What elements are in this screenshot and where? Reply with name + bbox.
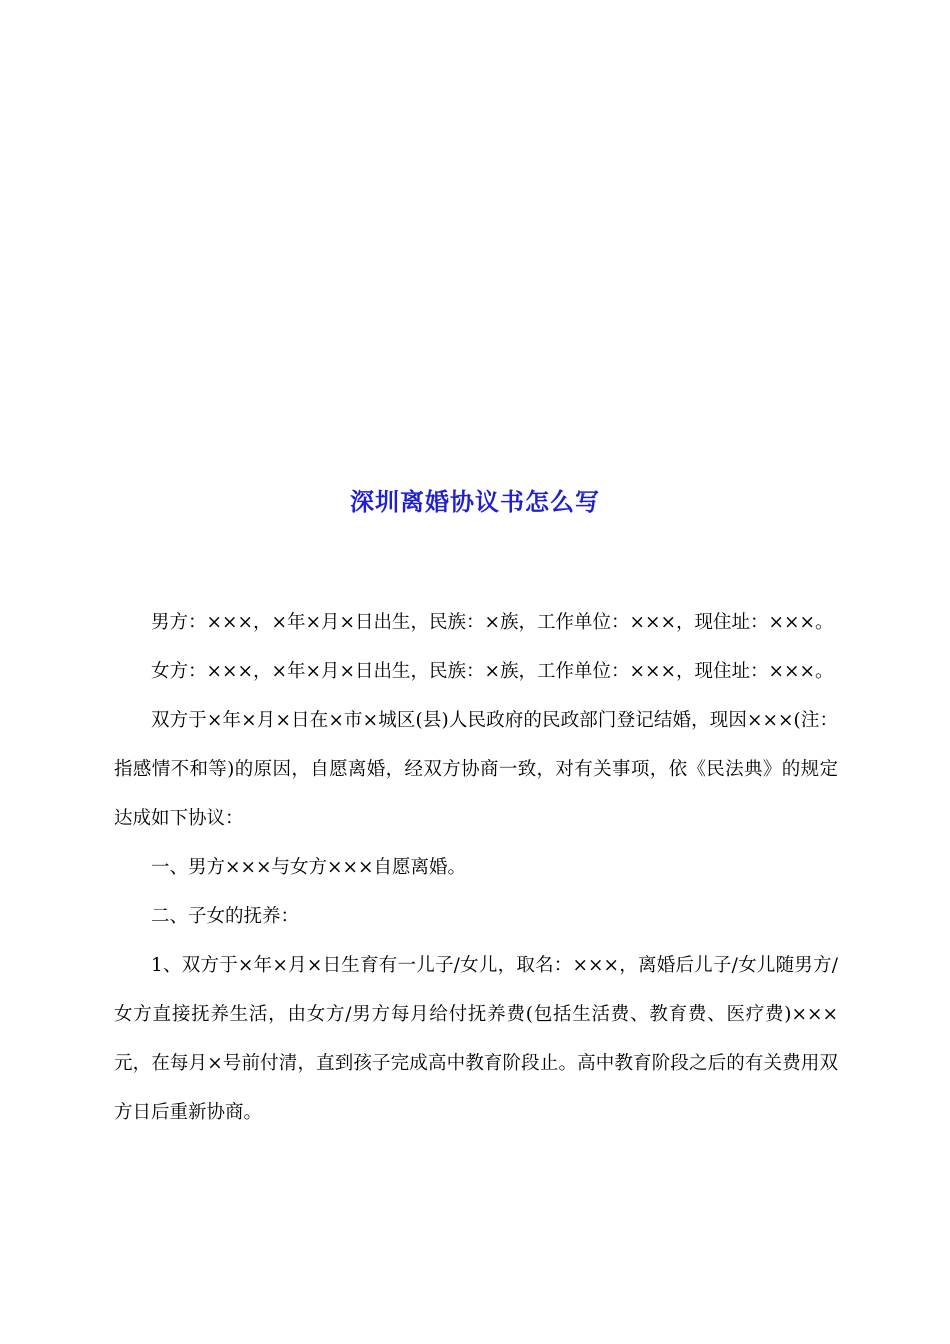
paragraph-wife-info: 女方：×××，×年×月×日出生，民族：×族，工作单位：×××，现住址：×××。 [151,661,834,682]
paragraph-clause-1: 一、男方×××与女方×××自愿离婚。 [151,857,467,878]
document-body [114,598,838,1137]
paragraph-husband-info: 男方：×××，×年×月×日出生，民族：×族，工作单位：×××，现住址：×××。 [151,612,834,633]
paragraph-clause-2-item-1: 1、双方于×年×月×日生育有一儿子/女儿，取名：×××，离婚后儿子/女儿随男方/女方直接抚养生活，由女方/男方每月给付抚养费(包括生活费、教育费、医疗费)×××元，在每月×号前付清，直到孩子完成高中教育阶段止。高中教育阶段之后的有关费用双方日后重新协商。 [114,955,838,1123]
document-title: 深圳离婚协议书怎么写 [350,487,600,516]
paragraph-marriage-background: 双方于×年×月×日在×市×城区(县)人民政府的民政部门登记结婚，现因×××(注：指感情不和等)的原因，自愿离婚，经双方协商一致，对有关事项，依《民法典》的规定达成如下协议： [114,710,838,829]
paragraph-clause-2-heading: 二、子女的抚养： [151,906,300,927]
